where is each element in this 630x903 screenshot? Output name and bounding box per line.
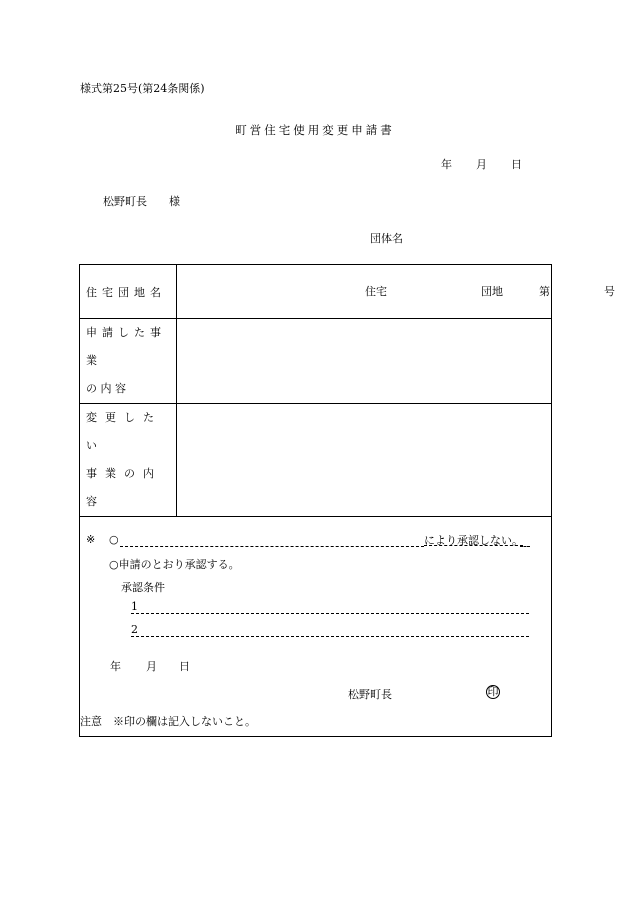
- option-reject-circle[interactable]: ○: [109, 533, 119, 546]
- document-title: 町営住宅使用変更申請書: [235, 123, 395, 137]
- seal-icon: 印: [487, 685, 499, 698]
- table-row: [80, 404, 552, 517]
- housing-complex-field[interactable]: [177, 265, 615, 319]
- application-date: [441, 156, 522, 172]
- application-form-table: [79, 264, 615, 737]
- date-year: 年: [441, 158, 452, 171]
- addressee-honorific: 様: [169, 195, 180, 208]
- approval-date-year: 年: [110, 660, 121, 673]
- date-day: 日: [511, 158, 522, 171]
- row-label-applied-project: 申請した事業 の 内 容: [80, 319, 177, 404]
- table-row: [80, 265, 552, 319]
- option-reject-text: により承認しない。: [424, 534, 523, 547]
- date-month: 月: [476, 158, 487, 171]
- organization-label: 団体名: [370, 232, 403, 245]
- dai-label: 第: [539, 285, 550, 298]
- danchi-label: 団地: [481, 285, 503, 298]
- condition-2-number: 2: [131, 623, 138, 636]
- form-number: 様式第25号(第24条関係): [80, 82, 205, 95]
- conditions-label: 承認条件: [121, 581, 165, 594]
- approval-section: [80, 517, 552, 737]
- approval-date-month: 月: [146, 660, 157, 673]
- jutaku-label: 住宅: [365, 285, 387, 298]
- footnote: 注意 ※印の欄は記入しないこと。: [80, 715, 256, 728]
- condition-2-line[interactable]: [131, 636, 529, 637]
- condition-1-line[interactable]: [131, 613, 529, 614]
- condition-1-number: 1: [131, 600, 138, 613]
- go-label: 号: [604, 285, 615, 298]
- approval-date-day: 日: [179, 660, 190, 673]
- row-label-housing-complex: 住宅団地名: [80, 265, 177, 319]
- reject-reason-line[interactable]: [120, 546, 424, 547]
- table-row: [80, 319, 552, 404]
- office-use-mark: ※: [86, 533, 96, 546]
- table-row: [80, 517, 552, 737]
- changed-project-field[interactable]: [177, 404, 552, 517]
- addressee-name: 松野町長: [103, 195, 147, 208]
- row-label-changed-project: 変更したい 事業の内容: [80, 404, 177, 517]
- applied-project-field[interactable]: [177, 319, 552, 404]
- option-approve[interactable]: ○申請のとおり承認する。: [109, 558, 240, 571]
- mayor-signature: 松野町長: [348, 688, 392, 701]
- addressee: [103, 193, 180, 209]
